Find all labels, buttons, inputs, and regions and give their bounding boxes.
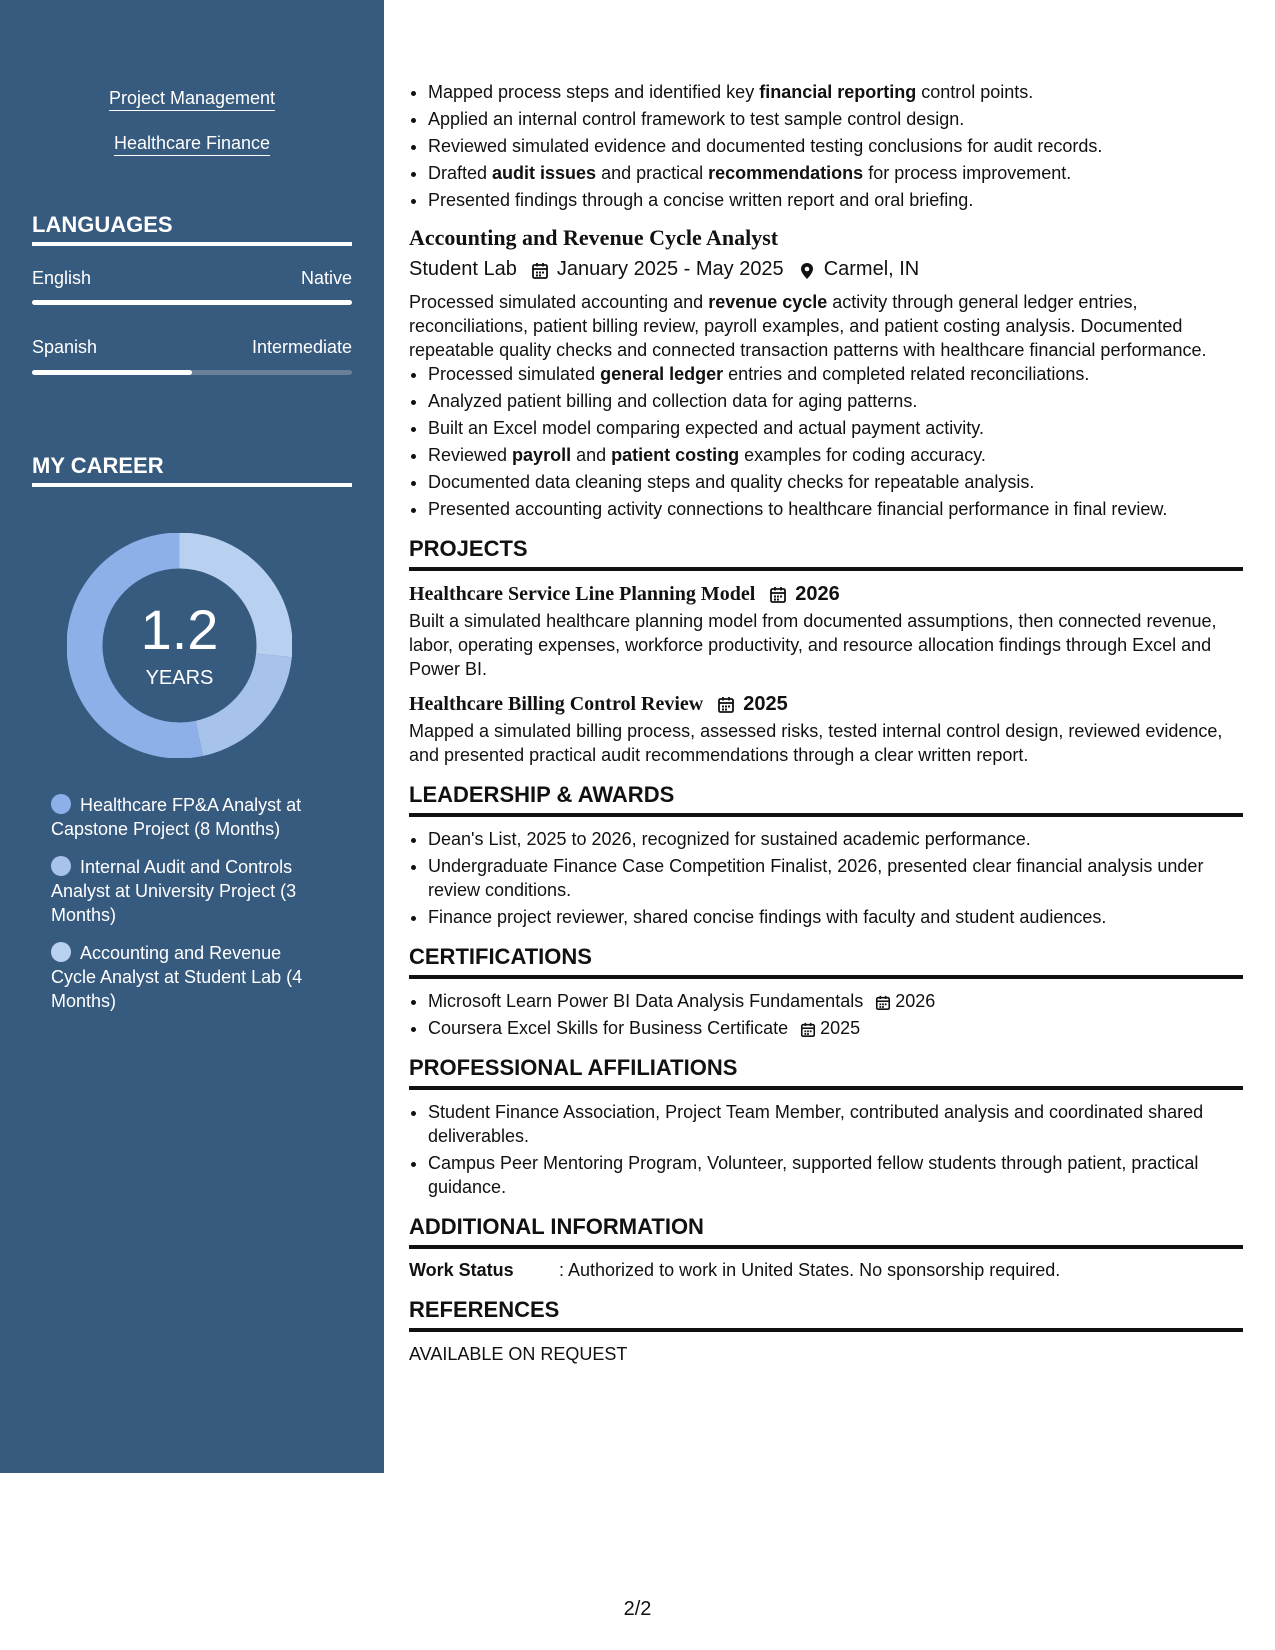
text: examples for coding accuracy. (739, 445, 986, 465)
project-year: 2026 (795, 583, 840, 605)
work-status-label: Work Status (409, 1260, 514, 1280)
career-item-text: Internal Audit and Controls Analyst at University Project (3 Months) (51, 857, 297, 925)
bold-text: revenue cycle (708, 292, 828, 312)
job-company: Student Lab (409, 258, 517, 280)
text: for process improvement. (863, 163, 1072, 183)
calendar-icon (875, 993, 891, 1009)
skill-link[interactable] (0, 133, 384, 154)
skill-label[interactable]: Healthcare Finance (114, 133, 270, 156)
text: and practical (596, 163, 709, 183)
career-dot (51, 942, 71, 962)
language-row (32, 337, 352, 358)
language-bar-fill (32, 370, 192, 375)
job-title: Accounting and Revenue Cycle Analyst (409, 225, 779, 250)
calendar-icon (531, 260, 549, 278)
main-content (409, 80, 1243, 1366)
affiliations-heading: PROFESSIONAL AFFILIATIONS (409, 1054, 1243, 1090)
bold-text: audit issues (492, 163, 597, 183)
text: Reviewed (428, 445, 513, 465)
skill-label[interactable]: Project Management (109, 88, 275, 111)
list-item (428, 107, 1243, 131)
language-level: Native (300, 268, 352, 288)
page-number: 2/2 (623, 1598, 652, 1620)
career-item (51, 941, 321, 1013)
text: Presented accounting activity connections to healthcare financial performance in final review. (428, 499, 1168, 519)
list-item: • Finance project reviewer, shared concise findings with faculty and student audiences. (428, 905, 1243, 929)
text: Reviewed simulated evidence and documented testing conclusions for audit records. (428, 136, 1103, 156)
text: Presented findings through a concise written report and oral briefing. (428, 190, 974, 210)
list-item: • Undergraduate Finance Case Competition Finalist, 2026, presented clear financial analysis under review conditions. (428, 854, 1243, 902)
certification-year: 2026 (895, 991, 936, 1011)
text: Documented data cleaning steps and quality checks for repeatable analysis. (428, 472, 1035, 492)
list-item: • Campus Peer Mentoring Program, Volunteer, supported fellow students through patient, practical guidance. (428, 1151, 1243, 1199)
list-item (428, 80, 1243, 104)
language-bar (32, 370, 352, 375)
language-name: English (32, 268, 92, 288)
sidebar (0, 0, 384, 1473)
bold-text: patient costing (611, 445, 740, 465)
certification-item (428, 1016, 1243, 1040)
work-status-value: : Authorized to work in United States. No sponsorship required. (559, 1260, 1061, 1280)
job-bullets (409, 362, 1243, 521)
list-item (428, 470, 1243, 494)
text: and (571, 445, 612, 465)
project-title-row (409, 581, 1243, 607)
language-bar-fill (32, 300, 352, 305)
career-item (51, 793, 321, 841)
career-total: 1.2 (140, 598, 219, 661)
bold-text: recommendations (708, 163, 864, 183)
language-level: Intermediate (251, 337, 352, 357)
certifications-list (409, 989, 1243, 1040)
leadership-heading: LEADERSHIP & AWARDS (409, 781, 1243, 817)
work-status-row (409, 1258, 1243, 1282)
project-title: Healthcare Service Line Planning Model (409, 583, 756, 605)
text: Built an Excel model comparing expected and actual payment activity. (428, 418, 984, 438)
language-bar (32, 300, 352, 305)
text: control points. (916, 82, 1034, 102)
certification-item (428, 989, 1243, 1013)
career-dot (51, 794, 71, 814)
list-item (428, 389, 1243, 413)
list-item (428, 134, 1243, 158)
references-text: AVAILABLE ON REQUEST (409, 1344, 628, 1364)
bold-text: financial reporting (759, 82, 917, 102)
certifications-heading: CERTIFICATIONS (409, 943, 1243, 979)
affiliations-list (409, 1100, 1243, 1199)
job-summary (409, 290, 1243, 362)
career-heading: MY CAREER (32, 453, 352, 487)
experience-bullets (409, 80, 1243, 212)
calendar-icon (800, 1020, 816, 1036)
project-title: Healthcare Billing Control Review (409, 693, 704, 715)
additional-info-heading: ADDITIONAL INFORMATION (409, 1213, 1243, 1249)
text: Processed simulated (428, 364, 601, 384)
projects-list (409, 581, 1243, 767)
project-description: Built a simulated healthcare planning model from documented assumptions, then connected revenue, labor, operating expenses, workforce productivity, and resource allocation findings through Excel and Power BI. (409, 611, 1217, 679)
list-item (428, 188, 1243, 212)
text: Drafted (428, 163, 493, 183)
list-item (428, 161, 1243, 185)
job-dates: January 2025 - May 2025 (556, 258, 784, 280)
career-dot (51, 856, 71, 876)
project-title-row (409, 691, 1243, 717)
text: Processed simulated accounting and (409, 292, 709, 312)
languages-heading: LANGUAGES (32, 212, 352, 246)
references-heading: REFERENCES (409, 1296, 1243, 1332)
career-item-text: Accounting and Revenue Cycle Analyst at Student Lab (4 Months) (51, 943, 303, 1011)
bold-text: payroll (512, 445, 572, 465)
certification-year: 2025 (820, 1018, 861, 1038)
list-item: • Student Finance Association, Project Team Member, contributed analysis and coordinated shared deliverables. (428, 1100, 1243, 1148)
job-location: Carmel, IN (823, 258, 920, 280)
project-description: Mapped a simulated billing process, assessed risks, tested internal control design, reviewed evidence, and presented practical audit recommendations through a clear written report. (409, 721, 1223, 765)
text: Analyzed patient billing and collection data for aging patterns. (428, 391, 918, 411)
skill-link[interactable] (0, 88, 384, 109)
list-item (428, 443, 1243, 467)
text: entries and completed related reconciliations. (723, 364, 1090, 384)
list-item (428, 416, 1243, 440)
list-item (428, 362, 1243, 386)
calendar-icon (717, 695, 735, 713)
career-item (51, 855, 321, 927)
bold-text: general ledger (600, 364, 724, 384)
career-list (51, 793, 321, 1027)
certification-name: • Microsoft Learn Power BI Data Analysis Fundamentals (428, 991, 864, 1011)
job-meta (409, 255, 1243, 283)
career-unit: YEARS (145, 667, 214, 689)
location-pin-icon (798, 260, 816, 278)
text: Mapped process steps and identified key (428, 82, 760, 102)
language-row (32, 268, 352, 289)
career-item-text: Healthcare FP&A Analyst at Capstone Project (8 Months) (51, 795, 302, 839)
project-year: 2025 (743, 693, 788, 715)
text: Applied an internal control framework to test sample control design. (428, 109, 965, 129)
certification-name: • Coursera Excel Skills for Business Certificate (428, 1018, 789, 1038)
list-item: • Dean's List, 2025 to 2026, recognized for sustained academic performance. (428, 827, 1243, 851)
projects-heading: PROJECTS (409, 535, 1243, 571)
language-name: Spanish (32, 337, 98, 357)
calendar-icon (769, 585, 787, 603)
text: activity through general ledger entries, reconciliations, patient billing review, payroll examples, and patient costing analysis. Documented repeatable quality checks and connected transaction patterns with healthcare financial performance. (409, 292, 1207, 360)
leadership-list (409, 827, 1243, 929)
list-item (428, 497, 1243, 521)
